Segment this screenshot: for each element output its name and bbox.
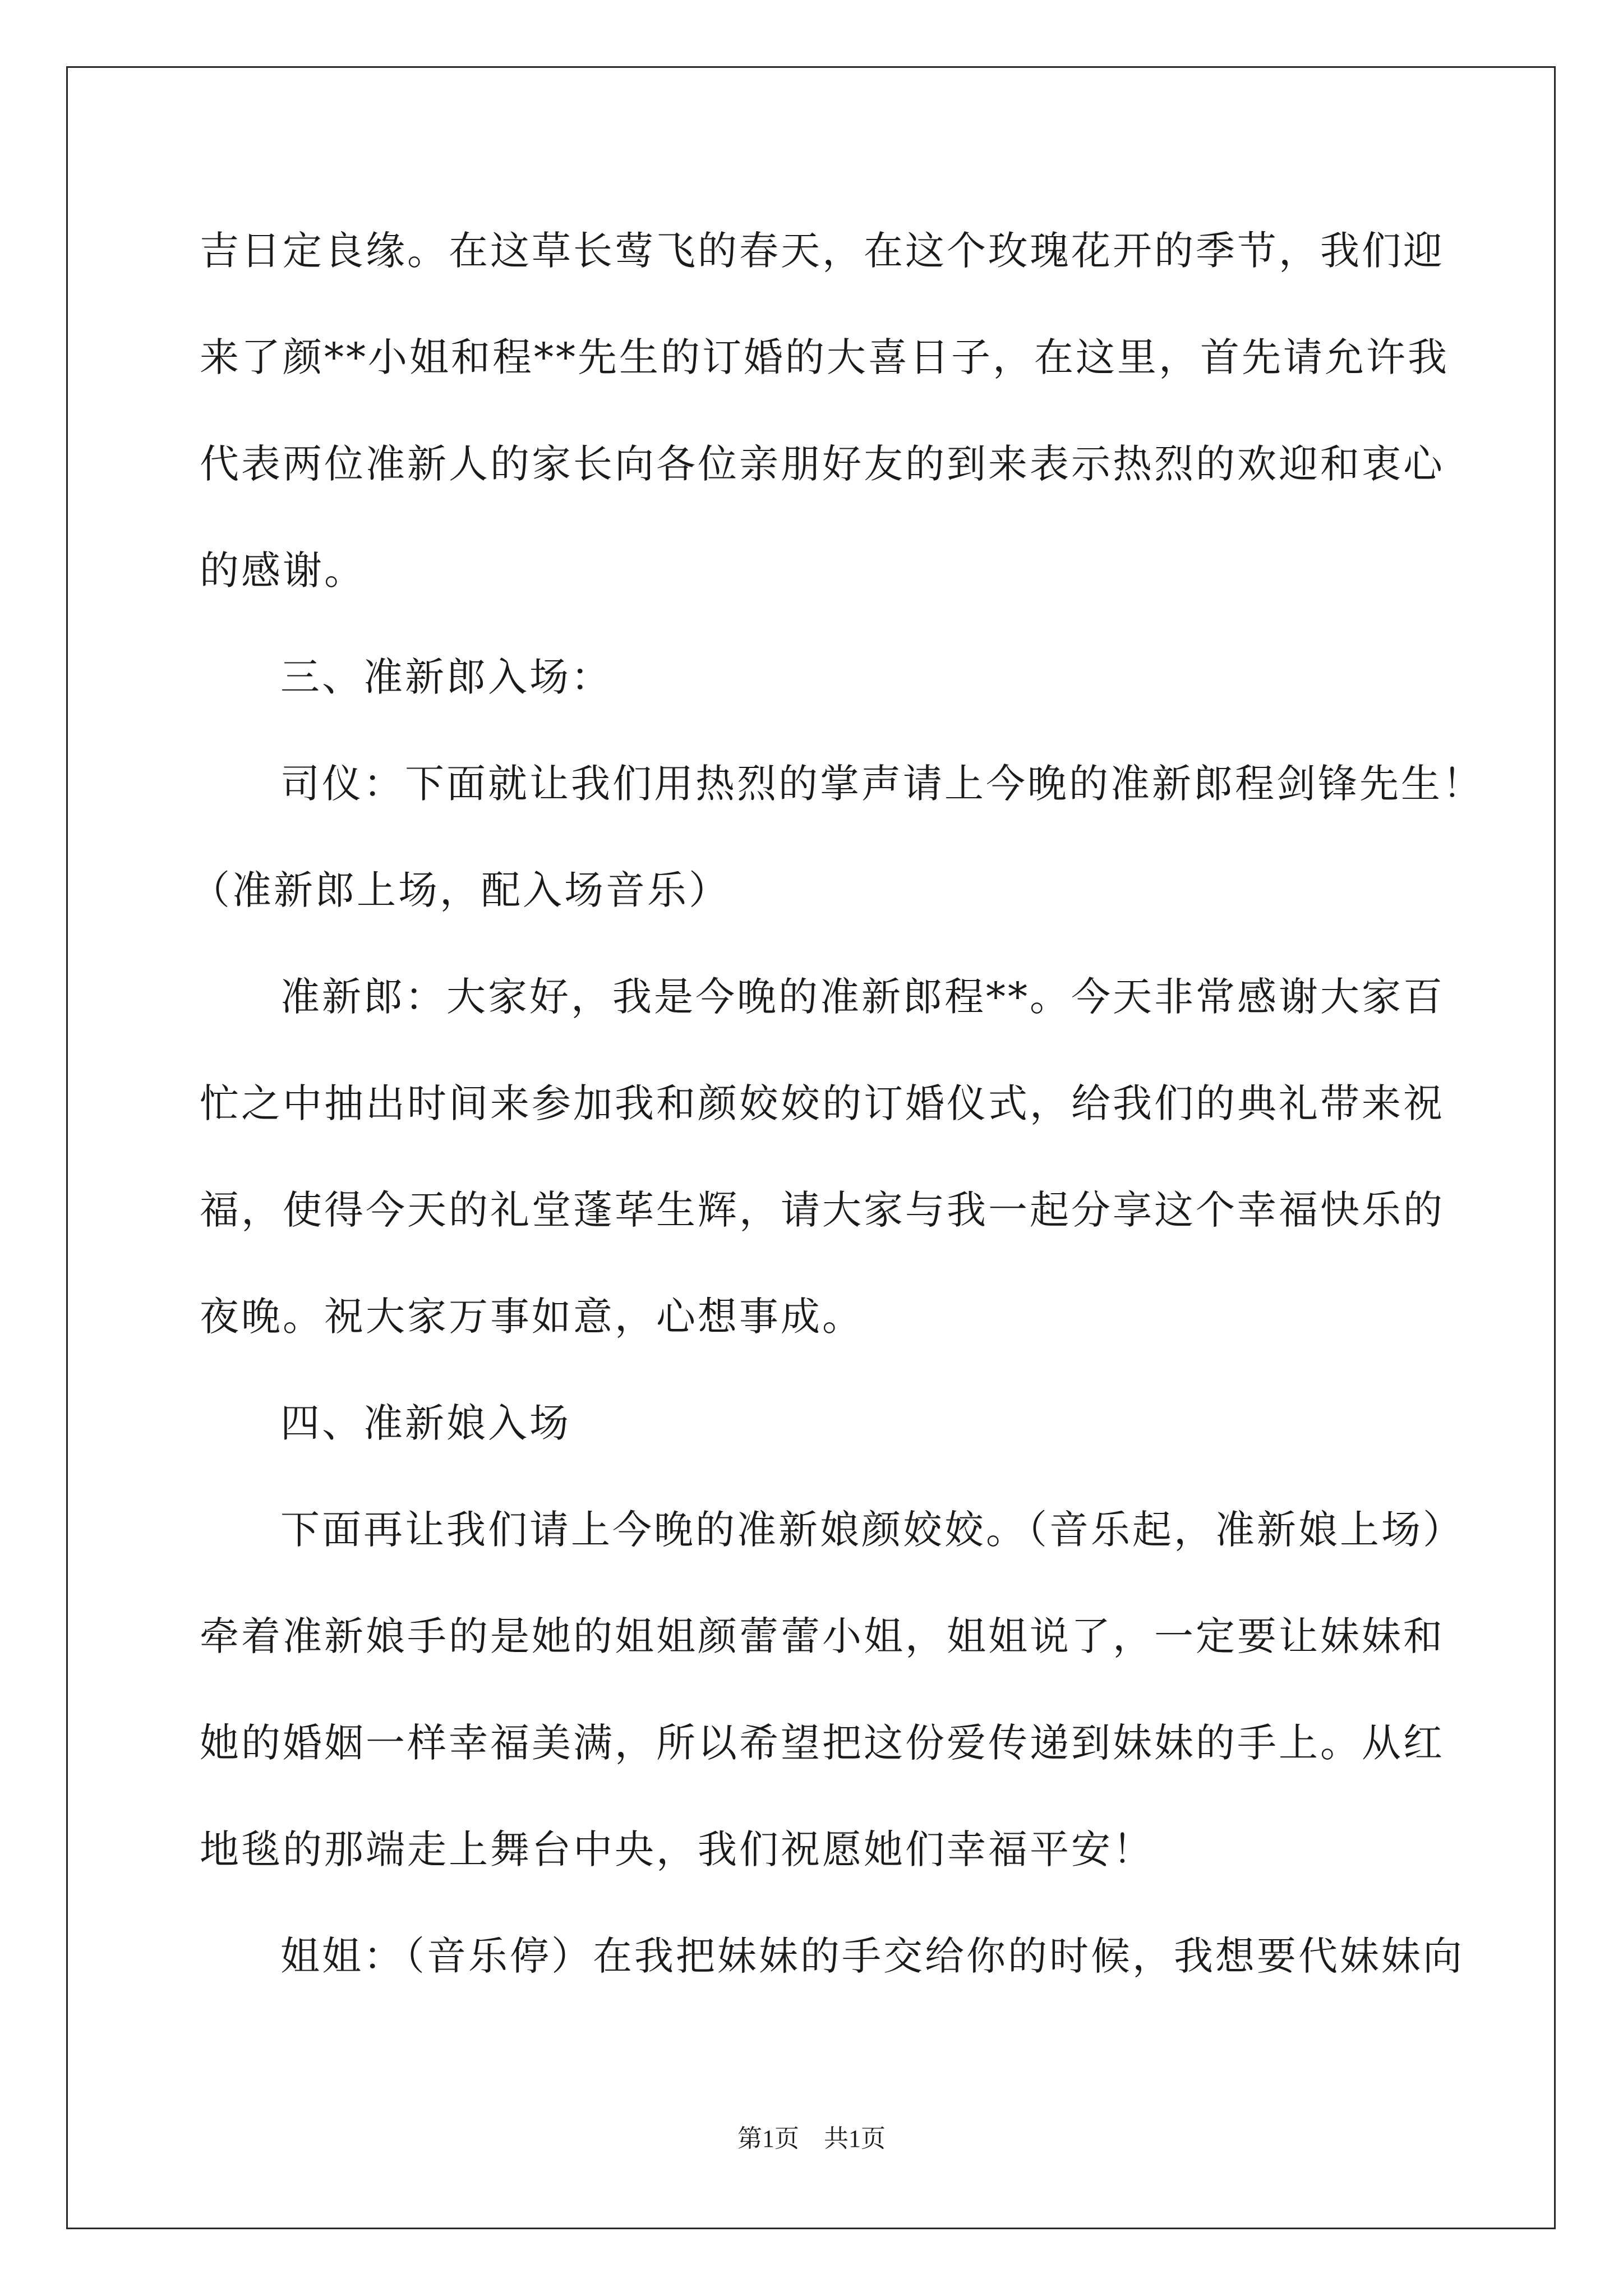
page-footer bbox=[0, 2122, 1623, 2156]
text-line: 地毯的那端走上舞台中央，我们祝愿她们幸福平安！ bbox=[200, 1826, 1154, 1872]
text-line: 牵着准新娘手的是她的姐姐颜蕾蕾小姐，姐姐说了，一定要让妹妹和 bbox=[200, 1613, 1445, 1659]
text-line: 福，使得今天的礼堂蓬荜生辉，请大家与我一起分享这个幸福快乐的 bbox=[200, 1187, 1445, 1233]
section-heading: 三、准新郎入场： bbox=[280, 654, 612, 700]
text-line: 她的婚姻一样幸福美满，所以希望把这份爱传递到妹妹的手上。从红 bbox=[200, 1720, 1445, 1766]
text-line: （准新郎上场，配入场音乐） bbox=[191, 867, 730, 913]
text-line: 司仪：下面就让我们用热烈的掌声请上今晚的准新郎程剑锋先生！ bbox=[280, 761, 1484, 807]
page-number: 第1页 bbox=[737, 2125, 799, 2152]
page-border bbox=[66, 66, 1556, 2229]
text-line: 代表两位准新人的家长向各位亲朋好友的到来表示热烈的欢迎和衷心 bbox=[200, 441, 1445, 487]
text-line: 下面再让我们请上今晚的准新娘颜姣姣。（音乐起，准新娘上场） bbox=[280, 1507, 1464, 1553]
text-line: 准新郎：大家好，我是今晚的准新郎程**。今天非常感谢大家百 bbox=[280, 974, 1445, 1020]
section-heading: 四、准新娘入场 bbox=[280, 1400, 571, 1446]
text-line: 姐姐：（音乐停）在我把妹妹的手交给你的时候，我想要代妹妹向 bbox=[280, 1933, 1464, 1979]
text-line: 吉日定良缘。在这草长莺飞的春天，在这个玫瑰花开的季节，我们迎 bbox=[200, 228, 1445, 274]
page-total: 共1页 bbox=[824, 2125, 886, 2152]
text-line: 夜晚。祝大家万事如意，心想事成。 bbox=[200, 1294, 864, 1340]
text-line: 的感谢。 bbox=[200, 547, 366, 593]
text-line: 来了颜**小姐和程**先生的订婚的大喜日子，在这里，首先请允许我 bbox=[200, 334, 1449, 380]
text-line: 忙之中抽出时间来参加我和颜姣姣的订婚仪式，给我们的典礼带来祝 bbox=[200, 1080, 1445, 1126]
